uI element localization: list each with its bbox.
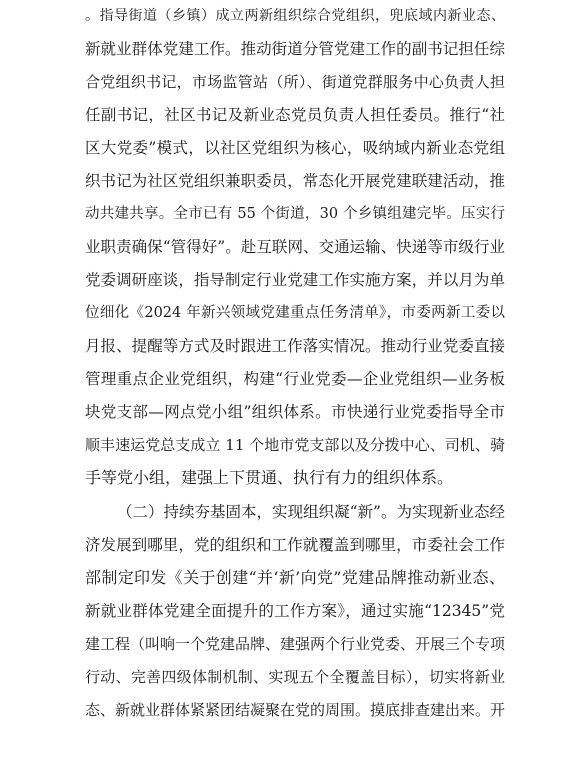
text-line: 部制定印发《关于创建“并‘新’向党”党建品牌推动新业态、 bbox=[85, 568, 505, 587]
text-line: 任副书记，社区书记及新业态党员负责人担任委员。推行“社 bbox=[85, 106, 505, 124]
text-line: 党委调研座谈，指导制定行业党建工作实施方案，并以月为单 bbox=[85, 271, 505, 289]
text-line: 管理重点企业党组织，构建“行业党委—企业党组织—业务板 bbox=[85, 370, 505, 388]
text-line: 行动、完善四级体制机制、实现五个全覆盖目标），切实将新业 bbox=[85, 668, 505, 686]
text-line: 。指导街道（乡镇）成立两新组织综合党组织，兜底域内新业态、 bbox=[85, 8, 505, 24]
text-line: 态、新就业群体紧紧团结凝聚在党的周围。摸底排查建出来。开 bbox=[85, 701, 506, 719]
text-line: 合党组织书记，市场监管站（所）、街道党群服务中心负责人担 bbox=[85, 73, 505, 91]
text-line: 业职责确保“管得好”。赴互联网、交通运输、快递等市级行业 bbox=[85, 238, 505, 256]
text-line: 月报、提醒等方式及时跟进工作落实情况。推动行业党委直接 bbox=[85, 337, 505, 355]
text-line: 新就业群体党建工作。推动街道分管党建工作的副书记担任综 bbox=[85, 40, 505, 58]
text-line: 区大党委”模式，以社区党组织为核心，吸纳域内新业态党组 bbox=[85, 139, 505, 157]
text-line: 织书记为社区党组织兼职委员，常态化开展党建联建活动，推 bbox=[85, 172, 505, 190]
text-line: （二）持续夯基固本，实现组织凝“新”。为实现新业态经 bbox=[117, 503, 505, 521]
text-line: 建工程（叫响一个党建品牌、建强两个行业党委、开展三个专项 bbox=[85, 635, 506, 653]
text-line: 块党支部—网点党小组”组织体系。市快递行业党委指导全市 bbox=[85, 403, 505, 421]
text-line: 位细化《2024 年新兴领域党建重点任务清单》，市委两新工委以 bbox=[85, 305, 505, 321]
text-line: 新就业群体党建全面提升的工作方案》，通过实施“12345”党 bbox=[85, 602, 505, 620]
text-line: 顺丰速运党总支成立 11 个地市党支部以及分拨中心、司机、骑 bbox=[85, 436, 505, 454]
text-line: 济发展到哪里，党的组织和工作就覆盖到哪里，市委社会工作 bbox=[85, 536, 505, 554]
text-line: 动共建共享。全市已有 55 个街道，30 个乡镇组建完毕。压实行 bbox=[85, 206, 505, 222]
text-line: 手等党小组，建强上下贯通、执行有力的组织体系。 bbox=[85, 468, 454, 487]
